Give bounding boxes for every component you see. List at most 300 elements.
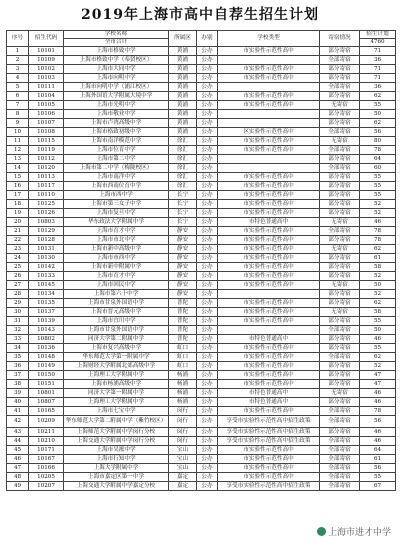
cell-ownership: 公办 (197, 389, 218, 398)
cell-ownership: 公办 (197, 227, 218, 236)
cell-boarding: 全部寄宿 (320, 463, 360, 472)
cell-boarding: 部分寄宿 (320, 209, 360, 218)
cell-seq: 42 (7, 416, 29, 428)
cell-boarding: 部分寄宿 (320, 362, 360, 371)
cell-boarding: 部分寄宿 (320, 272, 360, 281)
cell-code: 10104 (29, 92, 64, 101)
cell-seq: 7 (7, 101, 29, 110)
cell-school-type (218, 290, 320, 299)
table-row (7, 263, 396, 272)
cell-seq: 11 (7, 137, 29, 146)
cell-boarding: 部分寄宿 (320, 74, 360, 83)
cell-code: 10205 (29, 472, 64, 481)
cell-district: 徐汇 (169, 137, 197, 146)
table-row (7, 299, 396, 308)
cell-boarding: 部分寄宿 (320, 427, 360, 436)
cell-code: 10120 (29, 164, 64, 173)
cell-district: 静安 (169, 245, 197, 254)
table-row (7, 463, 396, 472)
cell-seq: 40 (7, 398, 29, 407)
cell-district: 黄浦 (169, 65, 197, 74)
cell-seq: 12 (7, 146, 29, 155)
cell-school-name: 上海市市北中学 (64, 236, 169, 245)
cell-quota: 46 (360, 398, 396, 407)
table-row (7, 218, 396, 227)
cell-district: 长宁 (169, 200, 197, 209)
table-row (7, 436, 396, 445)
cell-ownership: 公办 (197, 254, 218, 263)
cell-ownership: 公办 (197, 56, 218, 65)
cell-boarding: 部分寄宿 (320, 344, 360, 353)
cell-seq: 17 (7, 191, 29, 200)
cell-boarding: 部分寄宿 (320, 65, 360, 74)
cell-seq: 26 (7, 272, 29, 281)
cell-quota: 62 (360, 353, 396, 362)
cell-boarding: 部分寄宿 (320, 236, 360, 245)
cell-school-name: 上海理工大学附属中学 (64, 371, 169, 380)
cell-seq: 43 (7, 427, 29, 436)
cell-ownership: 公办 (197, 436, 218, 445)
cell-code: 10131 (29, 245, 64, 254)
cell-district: 虹口 (169, 353, 197, 362)
cell-quota: 55 (360, 317, 396, 326)
cell-seq: 16 (7, 182, 29, 191)
cell-school-name: 上海市育才中学 (64, 227, 169, 236)
cell-ownership: 公办 (197, 427, 218, 436)
cell-ownership: 公办 (197, 65, 218, 74)
cell-school-type: 市实验性示范性高中 (218, 299, 320, 308)
cell-school-type: 市实验性示范性高中 (218, 92, 320, 101)
cell-seq: 15 (7, 173, 29, 182)
cell-ownership: 公办 (197, 454, 218, 463)
cell-seq: 14 (7, 164, 29, 173)
header-type: 学校类型 (218, 31, 320, 47)
cell-district: 静安 (169, 263, 197, 272)
table-row (7, 191, 396, 200)
cell-boarding: 部分寄宿 (320, 47, 360, 56)
table-row (7, 155, 396, 164)
cell-district: 普陀 (169, 308, 197, 317)
cell-district: 宝山 (169, 454, 197, 463)
cell-code: 10112 (29, 155, 64, 164)
cell-ownership: 公办 (197, 335, 218, 344)
cell-district: 普陀 (169, 299, 197, 308)
cell-school-type (218, 119, 320, 128)
cell-school-name: 上海市育才中学 (64, 272, 169, 281)
cell-code: 10166 (29, 463, 64, 472)
cell-seq: 45 (7, 445, 29, 454)
cell-ownership: 公办 (197, 463, 218, 472)
table-row (7, 236, 396, 245)
cell-quota: 60 (360, 164, 396, 173)
cell-ownership: 公办 (197, 472, 218, 481)
table-row (7, 56, 396, 65)
cell-district: 长宁 (169, 191, 197, 200)
cell-ownership: 公办 (197, 236, 218, 245)
cell-seq: 22 (7, 236, 29, 245)
cell-district: 黄浦 (169, 119, 197, 128)
cell-code: 10110 (29, 191, 64, 200)
cell-school-name: 上海市第二中学 (64, 155, 169, 164)
cell-quota: 46 (360, 427, 396, 436)
header-row (7, 31, 396, 39)
cell-boarding: 全部寄宿 (320, 436, 360, 445)
cell-district: 黄浦 (169, 56, 197, 65)
cell-school-name: 上海市回民中学 (64, 281, 169, 290)
table-row (7, 146, 396, 155)
cell-district: 宝山 (169, 445, 197, 454)
cell-code: 10211 (29, 427, 64, 436)
cell-code: 10125 (29, 200, 64, 209)
cell-boarding: 全部寄宿 (320, 416, 360, 428)
table-row (7, 317, 396, 326)
cell-quota: 78 (360, 146, 396, 155)
cell-seq: 5 (7, 83, 29, 92)
enrollment-table (6, 30, 396, 491)
table-row (7, 137, 396, 146)
cell-quota: 61 (360, 454, 396, 463)
cell-seq: 29 (7, 299, 29, 308)
cell-school-type (218, 83, 320, 92)
cell-school-name: 上海市复旦中学 (64, 209, 169, 218)
cell-quota: 36 (360, 83, 396, 92)
cell-school-name: 上海市格致中学（奉贤校区） (64, 56, 169, 65)
cell-seq: 2 (7, 56, 29, 65)
cell-boarding: 全部寄宿 (320, 128, 360, 137)
cell-seq: 41 (7, 407, 29, 416)
table-row (7, 398, 396, 407)
cell-code: 10139 (29, 317, 64, 326)
cell-boarding: 部分寄宿 (320, 317, 360, 326)
cell-district: 黄浦 (169, 110, 197, 119)
cell-school-type: 市实验性示范性高中 (218, 463, 320, 472)
cell-boarding: 全部寄宿 (320, 407, 360, 416)
cell-code: 10111 (29, 83, 64, 92)
cell-boarding: 全部寄宿 (320, 164, 360, 173)
cell-district: 黄浦 (169, 101, 197, 110)
cell-code: 10105 (29, 101, 64, 110)
cell-ownership: 公办 (197, 101, 218, 110)
cell-boarding: 部分寄宿 (320, 119, 360, 128)
cell-seq: 31 (7, 317, 29, 326)
wechat-icon (317, 527, 326, 536)
cell-quota: 61 (360, 254, 396, 263)
cell-school-name: 上海市新中高级中学 (64, 245, 169, 254)
cell-school-type (218, 56, 320, 65)
cell-district: 黄浦 (169, 83, 197, 92)
cell-seq: 1 (7, 47, 29, 56)
cell-boarding: 无寄宿 (320, 137, 360, 146)
cell-ownership: 公办 (197, 445, 218, 454)
cell-school-type: 市实验性示范性高中 (218, 317, 320, 326)
cell-school-name: 上海市甘泉外国语中学 (64, 299, 169, 308)
cell-ownership: 公办 (197, 128, 218, 137)
cell-district: 闵行 (169, 436, 197, 445)
cell-quota: 50 (360, 326, 396, 335)
cell-quota: 46 (360, 389, 396, 398)
cell-school-type (218, 164, 320, 173)
cell-school-name: 上海市复兴高级中学 (64, 344, 169, 353)
cell-boarding: 部分寄宿 (320, 299, 360, 308)
cell-quota: 46 (360, 335, 396, 344)
cell-school-type (218, 326, 320, 335)
cell-school-name: 同济大学第二附属中学 (64, 335, 169, 344)
cell-quota: 52 (360, 362, 396, 371)
cell-code: 10150 (29, 371, 64, 380)
cell-seq: 34 (7, 344, 29, 353)
cell-school-type: 市实验性示范性高中 (218, 272, 320, 281)
table-row (7, 380, 396, 389)
cell-quota: 55 (360, 173, 396, 182)
cell-school-name: 上海市吴淞中学 (64, 445, 169, 454)
cell-school-type: 市实验性示范性高中 (218, 445, 320, 454)
table-row (7, 454, 396, 463)
cell-ownership: 公办 (197, 407, 218, 416)
cell-school-name: 上海市七宝中学 (64, 407, 169, 416)
table-row (7, 308, 396, 317)
header-quota: 招生计划 (360, 31, 396, 39)
cell-quota: 50 (360, 110, 396, 119)
cell-seq: 47 (7, 463, 29, 472)
cell-code: 10113 (29, 173, 64, 182)
cell-district: 闵行 (169, 427, 197, 436)
cell-school-type: 市实验性示范性高中 (218, 65, 320, 74)
cell-ownership: 公办 (197, 371, 218, 380)
cell-code: 10133 (29, 272, 64, 281)
cell-code: 10143 (29, 326, 64, 335)
cell-code: 10136 (29, 344, 64, 353)
page-title: 2019年上海市高中自荐生招生计划 (81, 7, 319, 23)
cell-boarding: 部分寄宿 (320, 200, 360, 209)
cell-district: 徐汇 (169, 155, 197, 164)
cell-boarding: 全部寄宿 (320, 146, 360, 155)
cell-quota: 71 (360, 74, 396, 83)
cell-boarding: 全部寄宿 (320, 326, 360, 335)
table-row (7, 389, 396, 398)
cell-boarding: 全部寄宿 (320, 83, 360, 92)
cell-code: 10103 (29, 74, 64, 83)
cell-boarding: 全部寄宿 (320, 472, 360, 481)
cell-ownership: 公办 (197, 308, 218, 317)
cell-code: 10209 (29, 416, 64, 428)
cell-code: 10151 (29, 380, 64, 389)
cell-code: 10210 (29, 436, 64, 445)
cell-district: 黄浦 (169, 128, 197, 137)
table-row (7, 407, 396, 416)
cell-seq: 44 (7, 436, 29, 445)
cell-school-type: 市实验性示范性高中 (218, 227, 320, 236)
cell-school-type: 市实验性示范性高中 (218, 173, 320, 182)
cell-school-name: 上海市格致中学 (64, 47, 169, 56)
cell-boarding: 无寄宿 (320, 281, 360, 290)
total-label: 全市合计 (64, 39, 169, 47)
cell-quota: 80 (360, 137, 396, 146)
cell-code: 10137 (29, 308, 64, 317)
cell-district: 杨浦 (169, 371, 197, 380)
cell-seq: 35 (7, 353, 29, 362)
table-row (7, 416, 396, 428)
cell-boarding: 部分寄宿 (320, 254, 360, 263)
cell-code: 10128 (29, 236, 64, 245)
cell-school-name: 上海市向明中学 (64, 74, 169, 83)
table-row (7, 445, 396, 454)
table-row (7, 290, 396, 299)
cell-quota: 47 (360, 380, 396, 389)
cell-school-type: 市实验性示范性高中 (218, 308, 320, 317)
cell-code: 10134 (29, 290, 64, 299)
table-row (7, 427, 396, 436)
cell-school-type: 市实验性示范性高中 (218, 263, 320, 272)
table-row (7, 65, 396, 74)
cell-boarding: 无寄宿 (320, 245, 360, 254)
cell-ownership: 公办 (197, 83, 218, 92)
cell-school-type (218, 155, 320, 164)
cell-ownership: 公办 (197, 263, 218, 272)
cell-school-type: 享受市实验性示范性高中招生政策 (218, 436, 320, 445)
cell-ownership: 公办 (197, 191, 218, 200)
cell-boarding: 部分寄宿 (320, 155, 360, 164)
table-row (7, 101, 396, 110)
table-row (7, 209, 396, 218)
table-row (7, 110, 396, 119)
cell-quota: 62 (360, 92, 396, 101)
cell-ownership: 公办 (197, 164, 218, 173)
cell-school-type: 市特色普通高中 (218, 398, 320, 407)
cell-district: 徐汇 (169, 182, 197, 191)
cell-code: 10135 (29, 299, 64, 308)
cell-seq: 23 (7, 245, 29, 254)
cell-seq: 24 (7, 254, 29, 263)
cell-ownership: 公办 (197, 119, 218, 128)
cell-seq: 39 (7, 389, 29, 398)
cell-seq: 3 (7, 65, 29, 74)
cell-boarding: 部分寄宿 (320, 380, 360, 389)
cell-seq: 4 (7, 74, 29, 83)
cell-school-name: 上海市新中附属中学 (64, 263, 169, 272)
cell-code: 10115 (29, 137, 64, 146)
cell-code: 10109 (29, 56, 64, 65)
cell-district: 黄浦 (169, 92, 197, 101)
header-boarding: 寄宿情况 (320, 31, 360, 47)
cell-school-type: 市实验性示范性高中 (218, 209, 320, 218)
cell-ownership: 公办 (197, 290, 218, 299)
cell-school-name: 上海市甘泉外国语中学 (64, 326, 169, 335)
cell-district: 普陀 (169, 335, 197, 344)
watermark-text: 上海市进才中学 (327, 528, 391, 538)
table-body (7, 47, 396, 491)
cell-school-name: 上海外国语大学附属大境中学 (64, 92, 169, 101)
cell-code: 10108 (29, 128, 64, 137)
cell-school-type: 市实验性示范性高中 (218, 74, 320, 83)
cell-district: 杨浦 (169, 398, 197, 407)
table-row (7, 335, 396, 344)
cell-boarding: 部分寄宿 (320, 173, 360, 182)
cell-district: 静安 (169, 272, 197, 281)
cell-boarding: 全部寄宿 (320, 445, 360, 454)
cell-code: 10207 (29, 481, 64, 490)
cell-ownership: 公办 (197, 317, 218, 326)
cell-district: 普陀 (169, 326, 197, 335)
cell-school-name: 上海市大同中学 (64, 65, 169, 74)
cell-seq: 30 (7, 308, 29, 317)
cell-school-name: 同济大学第一附属中学 (64, 389, 169, 398)
cell-quota: 46 (360, 436, 396, 445)
cell-code: 10102 (29, 65, 64, 74)
cell-school-type: 区实验性示范性高中 (218, 128, 320, 137)
cell-school-type: 享受市实验性示范性高中招生政策 (218, 416, 320, 428)
cell-school-name: 上海市格致初级中学 (64, 128, 169, 137)
cell-school-name: 上海市南洋中学 (64, 173, 169, 182)
cell-district: 虹口 (169, 344, 197, 353)
cell-school-type: 市实验性示范性高中 (218, 101, 320, 110)
table-row (7, 227, 396, 236)
cell-school-name: 上海交通大学附属中学闵行分校 (64, 436, 169, 445)
cell-code: 10149 (29, 362, 64, 371)
cell-code: 10171 (29, 445, 64, 454)
cell-school-type: 享受市实验性示范性高中招生政策 (218, 427, 320, 436)
cell-seq: 9 (7, 119, 29, 128)
cell-quota: 56 (360, 416, 396, 428)
cell-quota: 50 (360, 281, 396, 290)
cell-school-name: 华东政法大学附属中学 (64, 218, 169, 227)
cell-district: 静安 (169, 227, 197, 236)
cell-quota: 52 (360, 272, 396, 281)
cell-boarding: 无寄宿 (320, 218, 360, 227)
cell-seq: 49 (7, 481, 29, 490)
cell-code: 10802 (29, 335, 64, 344)
cell-quota: 55 (360, 191, 396, 200)
table-row (7, 326, 396, 335)
cell-quota: 56 (360, 128, 396, 137)
cell-seq: 25 (7, 263, 29, 272)
cell-ownership: 公办 (197, 137, 218, 146)
cell-ownership: 公办 (197, 416, 218, 428)
cell-school-name: 上海市第六十中学 (64, 290, 169, 299)
cell-code: 10119 (29, 146, 64, 155)
cell-school-type: 市实验性示范性高中 (218, 191, 320, 200)
cell-quota: 78 (360, 407, 396, 416)
cell-school-type: 市实验性示范性高中 (218, 472, 320, 481)
cell-district: 嘉定 (169, 481, 197, 490)
cell-school-name: 上海市第三女子中学 (64, 200, 169, 209)
cell-code: 10117 (29, 182, 64, 191)
header-name: 学校名称 (64, 31, 169, 39)
cell-school-name: 上海市位育中学 (64, 146, 169, 155)
cell-quota: 58 (360, 263, 396, 272)
table-row (7, 74, 396, 83)
cell-quota: 55 (360, 344, 396, 353)
table-row (7, 472, 396, 481)
cell-seq: 21 (7, 227, 29, 236)
cell-school-name: 上海市第二中学（梅陇校区） (64, 164, 169, 173)
cell-school-type: 市实验性示范性高中 (218, 146, 320, 155)
cell-ownership: 公办 (197, 173, 218, 182)
cell-district: 黄浦 (169, 47, 197, 56)
cell-ownership: 公办 (197, 398, 218, 407)
cell-seq: 6 (7, 92, 29, 101)
cell-quota: 71 (360, 47, 396, 56)
cell-ownership: 公办 (197, 155, 218, 164)
cell-boarding: 无寄宿 (320, 308, 360, 317)
header-district: 所属区 (169, 31, 197, 47)
table-row (7, 245, 396, 254)
cell-seq: 13 (7, 155, 29, 164)
cell-district: 闵行 (169, 407, 197, 416)
cell-quota: 55 (360, 101, 396, 110)
cell-ownership: 公办 (197, 218, 218, 227)
cell-quota: 52 (360, 209, 396, 218)
header-ownership: 办别 (197, 31, 218, 47)
